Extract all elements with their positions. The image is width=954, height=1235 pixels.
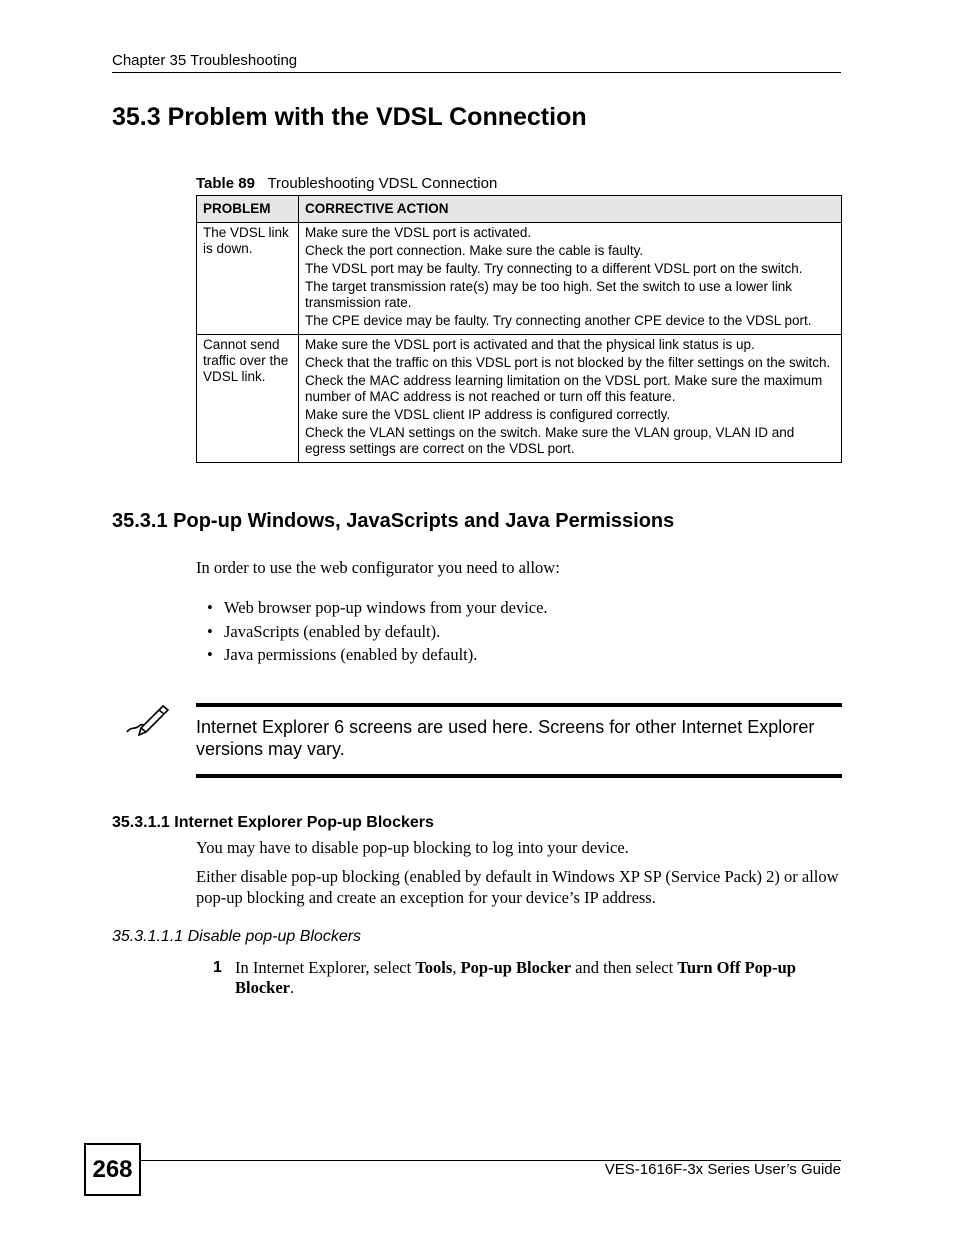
page-number: 268 [84, 1143, 141, 1196]
subsubsubsection-title: 35.3.1.1.1 Disable pop-up Blockers [112, 928, 362, 945]
menu-tools: Tools [415, 958, 453, 977]
intro-paragraph: In order to use the web configurator you need to allow: [196, 558, 560, 577]
paragraph: Either disable pop-up blocking (enabled by default in Windows XP SP (Service Pack) 2) or allow pop-up blocking and create an exception for your device’s IP address. [196, 867, 839, 907]
action-item: The target transmission rate(s) may be too high. Set the switch to use a lower link transmission rate. [305, 279, 792, 310]
table-caption-label: Table 89 [196, 175, 255, 192]
table-row [197, 223, 842, 335]
list-item: • Java permissions (enabled by default). [207, 645, 548, 669]
note-text: Internet Explorer 6 screens are used here. Screens for other Internet Explorer versions may vary. [196, 717, 815, 759]
column-header-corrective-action: CORRECTIVE ACTION [299, 196, 842, 223]
menu-popup-blocker: Pop-up Blocker [460, 958, 572, 977]
table-caption [196, 175, 497, 192]
actions-cell [299, 335, 842, 463]
section-title: 35.3 Problem with the VDSL Connection [112, 103, 587, 131]
paragraph: You may have to disable pop-up blocking to log into your device. [196, 838, 629, 857]
note-bottom-rule [196, 774, 842, 778]
menu-turn-off-popup-blocker: Turn Off Pop-up Blocker [235, 958, 796, 997]
subsubsection-title: 35.3.1.1 Internet Explorer Pop-up Blockers [112, 814, 434, 831]
pencil-note-icon [123, 702, 173, 743]
step-text-part: . [290, 978, 295, 997]
action-item: Check that the traffic on this VDSL port is not blocked by the filter settings on the switch. [305, 355, 831, 370]
action-item: Check the VLAN settings on the switch. Make sure the VLAN group, VLAN ID and egress settings are correct on the VDSL port. [305, 425, 795, 456]
footer-guide-title: VES-1616F-3x Series User’s Guide [604, 1161, 841, 1178]
action-item: Make sure the VDSL port is activated and that the physical link status is up. [305, 337, 755, 352]
table-header-row [197, 196, 842, 223]
action-item: Make sure the VDSL client IP address is configured correctly. [305, 407, 671, 422]
problem-cell: The VDSL link is down. [197, 223, 299, 335]
step-number: 1 [213, 959, 222, 976]
table-row [197, 335, 842, 463]
actions-cell [299, 223, 842, 335]
list-item: • Web browser pop-up windows from your device. [207, 598, 548, 622]
step-text-part: and then select [571, 958, 678, 977]
subsection-title: 35.3.1 Pop-up Windows, JavaScripts and Java Permissions [112, 510, 675, 532]
running-header: Chapter 35 Troubleshooting [112, 52, 298, 69]
troubleshooting-table [196, 195, 842, 463]
permission-list [207, 598, 548, 669]
action-item: The CPE device may be faulty. Try connecting another CPE device to the VDSL port. [305, 313, 812, 328]
note-top-rule [196, 703, 842, 707]
action-item: Check the port connection. Make sure the cable is faulty. [305, 243, 644, 258]
list-item: • JavaScripts (enabled by default). [207, 622, 548, 646]
step-text [235, 958, 841, 998]
step-text-part: , [452, 958, 461, 977]
action-item: The VDSL port may be faulty. Try connecting to a different VDSL port on the switch. [305, 261, 803, 276]
step-text-part: In Internet Explorer, select [235, 958, 416, 977]
header-rule [112, 72, 841, 73]
table-caption-text: Troubleshooting VDSL Connection [267, 175, 498, 192]
action-item: Make sure the VDSL port is activated. [305, 225, 532, 240]
action-item: Check the MAC address learning limitation on the VDSL port. Make sure the maximum number of MAC address is not reached or turn off this feature. [305, 373, 823, 404]
problem-cell: Cannot send traffic over the VDSL link. [197, 335, 299, 463]
column-header-problem: PROBLEM [197, 196, 299, 223]
